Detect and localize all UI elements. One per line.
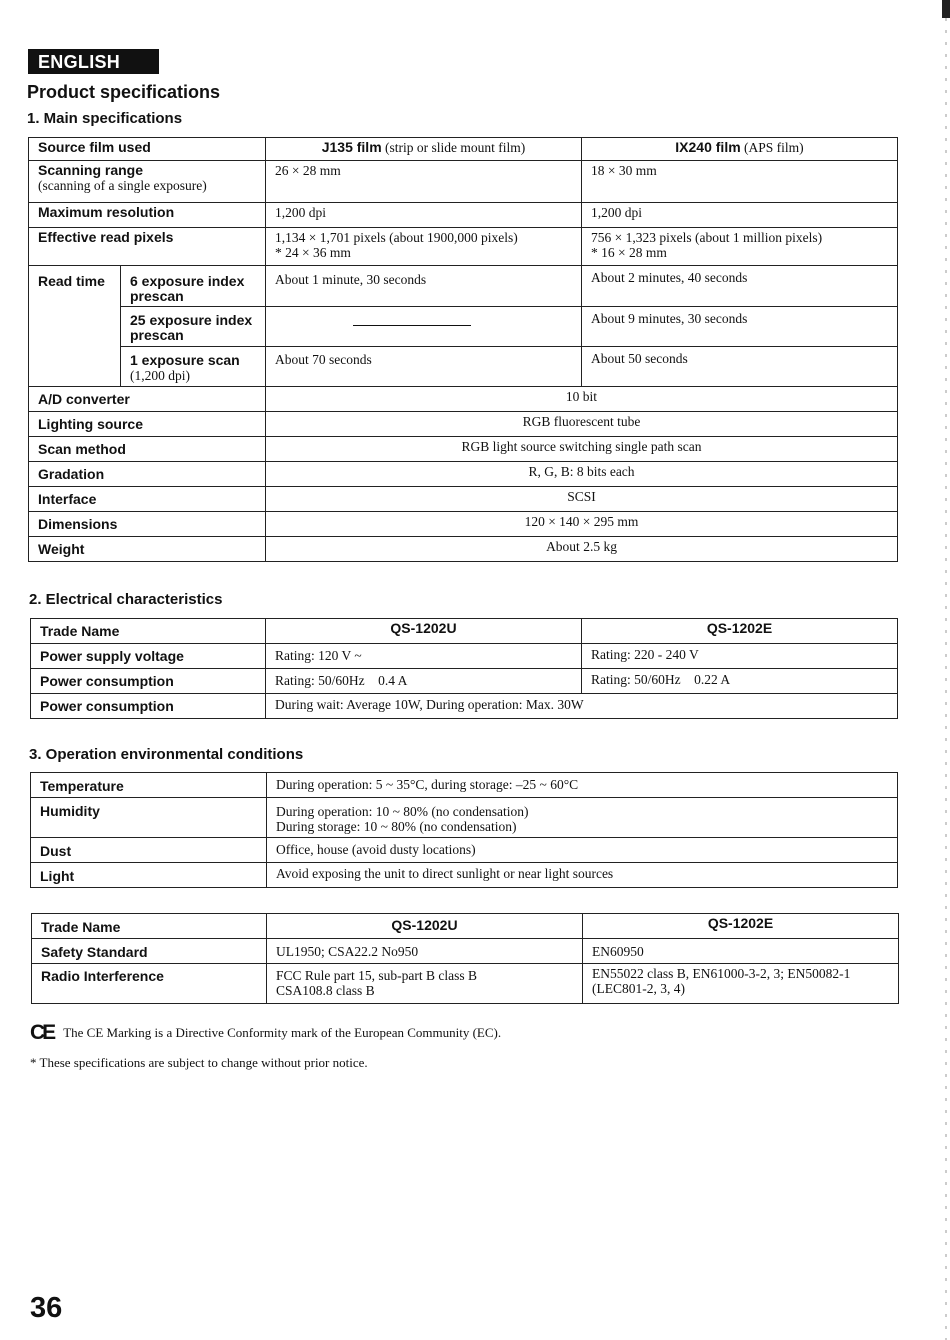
table-row [29, 347, 898, 387]
ad-converter-value: 10 bit [266, 387, 898, 412]
table-row [31, 798, 898, 838]
effective-pixels-ix240: 756 × 1,323 pixels (about 1 million pixels) * 16 × 28 mm [582, 228, 898, 266]
table-row [31, 669, 898, 694]
supply-voltage-e: Rating: 220 - 240 V [582, 644, 898, 669]
table-row [32, 914, 899, 939]
table-row [32, 939, 899, 964]
read-time-1-j135: About 70 seconds [266, 347, 582, 387]
scanning-range-label: Scanning range (scanning of a single exposure) [29, 161, 266, 203]
table-row [29, 462, 898, 487]
read-time-label: Read time [29, 266, 121, 387]
dimensions-value: 120 × 140 × 295 mm [266, 512, 898, 537]
table-row [29, 387, 898, 412]
safety-standard-label: Safety Standard [32, 939, 267, 964]
max-resolution-ix240: 1,200 dpi [582, 203, 898, 228]
read-time-6-label: 6 exposure index prescan [121, 266, 266, 307]
radio-interference-e: EN55022 class B, EN61000-3-2, 3; EN50082-1 (LEC801-2, 3, 4) [583, 964, 899, 1004]
read-time-1-ix240: About 50 seconds [582, 347, 898, 387]
scanning-range-j135: 26 × 28 mm [266, 161, 582, 203]
light-label: Light [31, 863, 267, 888]
weight-label: Weight [29, 537, 266, 562]
read-time-25-j135 [266, 307, 582, 347]
table-row [31, 619, 898, 644]
read-time-25-ix240: About 9 minutes, 30 seconds [582, 307, 898, 347]
electrical-heading: 2. Electrical characteristics [29, 591, 223, 608]
light-value: Avoid exposing the unit to direct sunlight or near light sources [267, 863, 898, 888]
ce-note [30, 1021, 501, 1045]
change-notice: * These specifications are subject to change without prior notice. [30, 1055, 368, 1070]
main-specs-heading: 1. Main specifications [27, 110, 183, 127]
supply-voltage-u: Rating: 120 V ~ [266, 644, 582, 669]
scan-method-label: Scan method [29, 437, 266, 462]
j135-header: J135 film (strip or slide mount film) [266, 138, 582, 161]
interface-value: SCSI [266, 487, 898, 512]
not-applicable-dash [353, 325, 471, 326]
table-row [29, 512, 898, 537]
table-row [29, 412, 898, 437]
dimensions-label: Dimensions [29, 512, 266, 537]
standards-table [31, 913, 899, 1004]
dust-value: Office, house (avoid dusty locations) [267, 838, 898, 863]
table-row [29, 203, 898, 228]
ce-mark-icon: CE [30, 1021, 54, 1044]
table-row [31, 773, 898, 798]
effective-pixels-j135: 1,134 × 1,701 pixels (about 1900,000 pixels) * 24 × 36 mm [266, 228, 582, 266]
model-e-header: QS-1202E [583, 914, 899, 939]
table-row [29, 266, 898, 307]
power-consumption-label: Power consumption [31, 669, 266, 694]
humidity-value: During operation: 10 ~ 80% (no condensation) During storage: 10 ~ 80% (no condensation) [267, 798, 898, 838]
table-row [29, 437, 898, 462]
table-row [29, 138, 898, 161]
dust-label: Dust [31, 838, 267, 863]
table-row [29, 161, 898, 203]
supply-voltage-label: Power supply voltage [31, 644, 266, 669]
power-consumption-label: Power consumption [31, 694, 266, 719]
ad-converter-label: A/D converter [29, 387, 266, 412]
interface-label: Interface [29, 487, 266, 512]
table-row [29, 307, 898, 347]
safety-standard-u: UL1950; CSA22.2 No950 [267, 939, 583, 964]
humidity-label: Humidity [31, 798, 267, 838]
scan-edge-decoration [942, 0, 950, 1340]
weight-value: About 2.5 kg [266, 537, 898, 562]
table-row [31, 644, 898, 669]
gradation-value: R, G, B: 8 bits each [266, 462, 898, 487]
page-title: Product specifications [27, 82, 221, 102]
read-time-1-label: 1 exposure scan (1,200 dpi) [121, 347, 266, 387]
trade-name-label: Trade Name [31, 619, 266, 644]
radio-interference-label: Radio Interference [32, 964, 267, 1004]
power-consumption-e: Rating: 50/60Hz 0.22 A [582, 669, 898, 694]
read-time-25-label: 25 exposure index prescan [121, 307, 266, 347]
scan-method-value: RGB light source switching single path scan [266, 437, 898, 462]
table-row [29, 228, 898, 266]
effective-pixels-label: Effective read pixels [29, 228, 266, 266]
environment-heading: 3. Operation environmental conditions [29, 746, 304, 763]
environment-table [30, 772, 898, 888]
lighting-source-label: Lighting source [29, 412, 266, 437]
main-specs-table [28, 137, 898, 562]
table-row [31, 838, 898, 863]
scanning-range-ix240: 18 × 30 mm [582, 161, 898, 203]
table-row [32, 964, 899, 1004]
lighting-source-value: RGB fluorescent tube [266, 412, 898, 437]
table-row [29, 487, 898, 512]
ce-note-text: The CE Marking is a Directive Conformity mark of the European Community (EC). [63, 1025, 502, 1040]
model-e-header: QS-1202E [582, 619, 898, 644]
temperature-value: During operation: 5 ~ 35°C, during storage: –25 ~ 60°C [267, 773, 898, 798]
electrical-table [30, 618, 898, 719]
table-row [31, 863, 898, 888]
ix240-header: IX240 film (APS film) [582, 138, 898, 161]
table-row [29, 537, 898, 562]
trade-name-label: Trade Name [32, 914, 267, 939]
power-consumption-wait: During wait: Average 10W, During operation: Max. 30W [266, 694, 898, 719]
radio-interference-u: FCC Rule part 15, sub-part B class B CSA108.8 class B [267, 964, 583, 1004]
page-number: 36 [30, 1292, 63, 1324]
language-tag: ENGLISH [28, 49, 159, 74]
table-row [31, 694, 898, 719]
gradation-label: Gradation [29, 462, 266, 487]
temperature-label: Temperature [31, 773, 267, 798]
read-time-6-j135: About 1 minute, 30 seconds [266, 266, 582, 307]
read-time-6-ix240: About 2 minutes, 40 seconds [582, 266, 898, 307]
model-u-header: QS-1202U [267, 914, 583, 939]
power-consumption-u: Rating: 50/60Hz 0.4 A [266, 669, 582, 694]
max-resolution-j135: 1,200 dpi [266, 203, 582, 228]
safety-standard-e: EN60950 [583, 939, 899, 964]
model-u-header: QS-1202U [266, 619, 582, 644]
max-resolution-label: Maximum resolution [29, 203, 266, 228]
source-film-label: Source film used [29, 138, 266, 161]
